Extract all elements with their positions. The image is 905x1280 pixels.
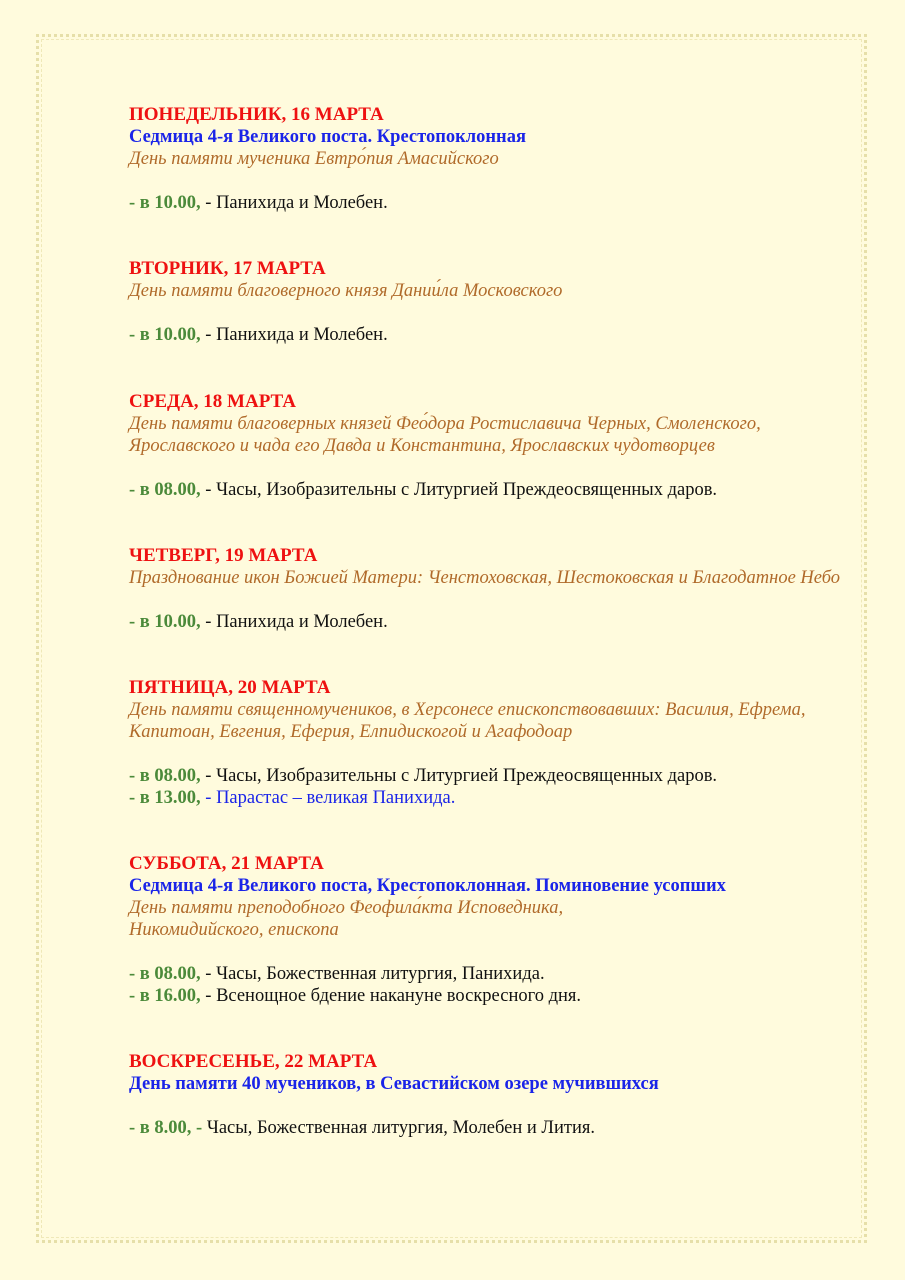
memory-text: День памяти преподобного Феофила́кта Исповедника, Никомидийского, епископа bbox=[129, 898, 564, 940]
day-sunday bbox=[129, 1051, 849, 1139]
service-text: - Панихида и Молебен. bbox=[200, 193, 388, 213]
day-heading: ВОСКРЕСЕНЬЕ, 22 МАРТА bbox=[129, 1051, 378, 1072]
service-line bbox=[129, 765, 849, 787]
day-monday bbox=[129, 104, 849, 214]
day-heading: ВТОРНИК, 17 МАРТА bbox=[129, 258, 326, 279]
memory-text: Празднование икон Божией Матери: Ченстоховская, Шестоковская и Благодатное Небо bbox=[129, 568, 841, 588]
day-heading: СРЕДА, 18 МАРТА bbox=[129, 391, 296, 412]
week-title: Седмица 4-я Великого поста. Крестопоклонная bbox=[129, 127, 526, 147]
memory-text: День памяти благоверного князя Дании́ла Московского bbox=[129, 281, 563, 301]
day-thursday bbox=[129, 545, 849, 633]
day-wednesday bbox=[129, 391, 849, 501]
day-friday bbox=[129, 677, 849, 809]
service-line bbox=[129, 787, 849, 809]
service-line bbox=[129, 1117, 849, 1139]
service-time: - в 10.00, bbox=[129, 325, 201, 345]
service-text: - Панихида и Молебен. bbox=[200, 612, 388, 632]
service-line bbox=[129, 963, 849, 985]
day-heading: СУББОТА, 21 МАРТА bbox=[129, 853, 324, 874]
week-title: День памяти 40 мучеников, в Севастийском озере мучившихся bbox=[129, 1074, 659, 1094]
schedule bbox=[129, 104, 849, 1139]
memory-text: День памяти мученика Евтро́пия Амасийского bbox=[129, 149, 499, 169]
day-heading: ПОНЕДЕЛЬНИК, 16 МАРТА bbox=[129, 104, 384, 125]
service-text: - Панихида и Молебен. bbox=[200, 325, 388, 345]
service-time: - в 8.00, - bbox=[129, 1118, 203, 1138]
day-heading: ПЯТНИЦА, 20 МАРТА bbox=[129, 677, 331, 698]
service-time: - в 10.00, bbox=[129, 193, 201, 213]
service-line bbox=[129, 479, 849, 501]
memory-text: День памяти священномучеников, в Херсонесе епископствовавших: Василия, Ефрема, Капитоан, Евгения, Еферия, Елпидискогой и Агафодоар bbox=[129, 700, 806, 742]
week-title: Седмица 4-я Великого поста, Крестопоклонная. Поминовение усопших bbox=[129, 876, 726, 896]
service-time: - в 16.00, bbox=[129, 986, 201, 1006]
memory-text: День памяти благоверных князей Фео́дора Ростиславича Черных, Смоленского, Ярославского и чада его Давда и Константина, Ярославских чудотворцев bbox=[129, 414, 761, 456]
service-time: - в 13.00, bbox=[129, 788, 201, 808]
service-text: Часы, Божественная литургия, Молебен и Лития. bbox=[202, 1118, 595, 1138]
service-line bbox=[129, 985, 849, 1007]
service-text: - Парастас – великая Панихида. bbox=[200, 788, 456, 808]
service-line bbox=[129, 324, 849, 346]
service-time: - в 10.00, bbox=[129, 612, 201, 632]
day-saturday bbox=[129, 853, 849, 1007]
day-heading: ЧЕТВЕРГ, 19 МАРТА bbox=[129, 545, 318, 566]
day-tuesday bbox=[129, 258, 849, 346]
service-line bbox=[129, 192, 849, 214]
service-text: - Часы, Изобразительны с Литургией Преждеосвященных даров. bbox=[200, 480, 718, 500]
service-text: - Всенощное бдение накануне воскресного дня. bbox=[200, 986, 582, 1006]
service-line bbox=[129, 611, 849, 633]
service-time: - в 08.00, bbox=[129, 480, 201, 500]
service-time: - в 08.00, bbox=[129, 766, 201, 786]
service-time: - в 08.00, bbox=[129, 964, 201, 984]
service-text: - Часы, Изобразительны с Литургией Преждеосвященных даров. bbox=[200, 766, 718, 786]
service-text: - Часы, Божественная литургия, Панихида. bbox=[200, 964, 545, 984]
